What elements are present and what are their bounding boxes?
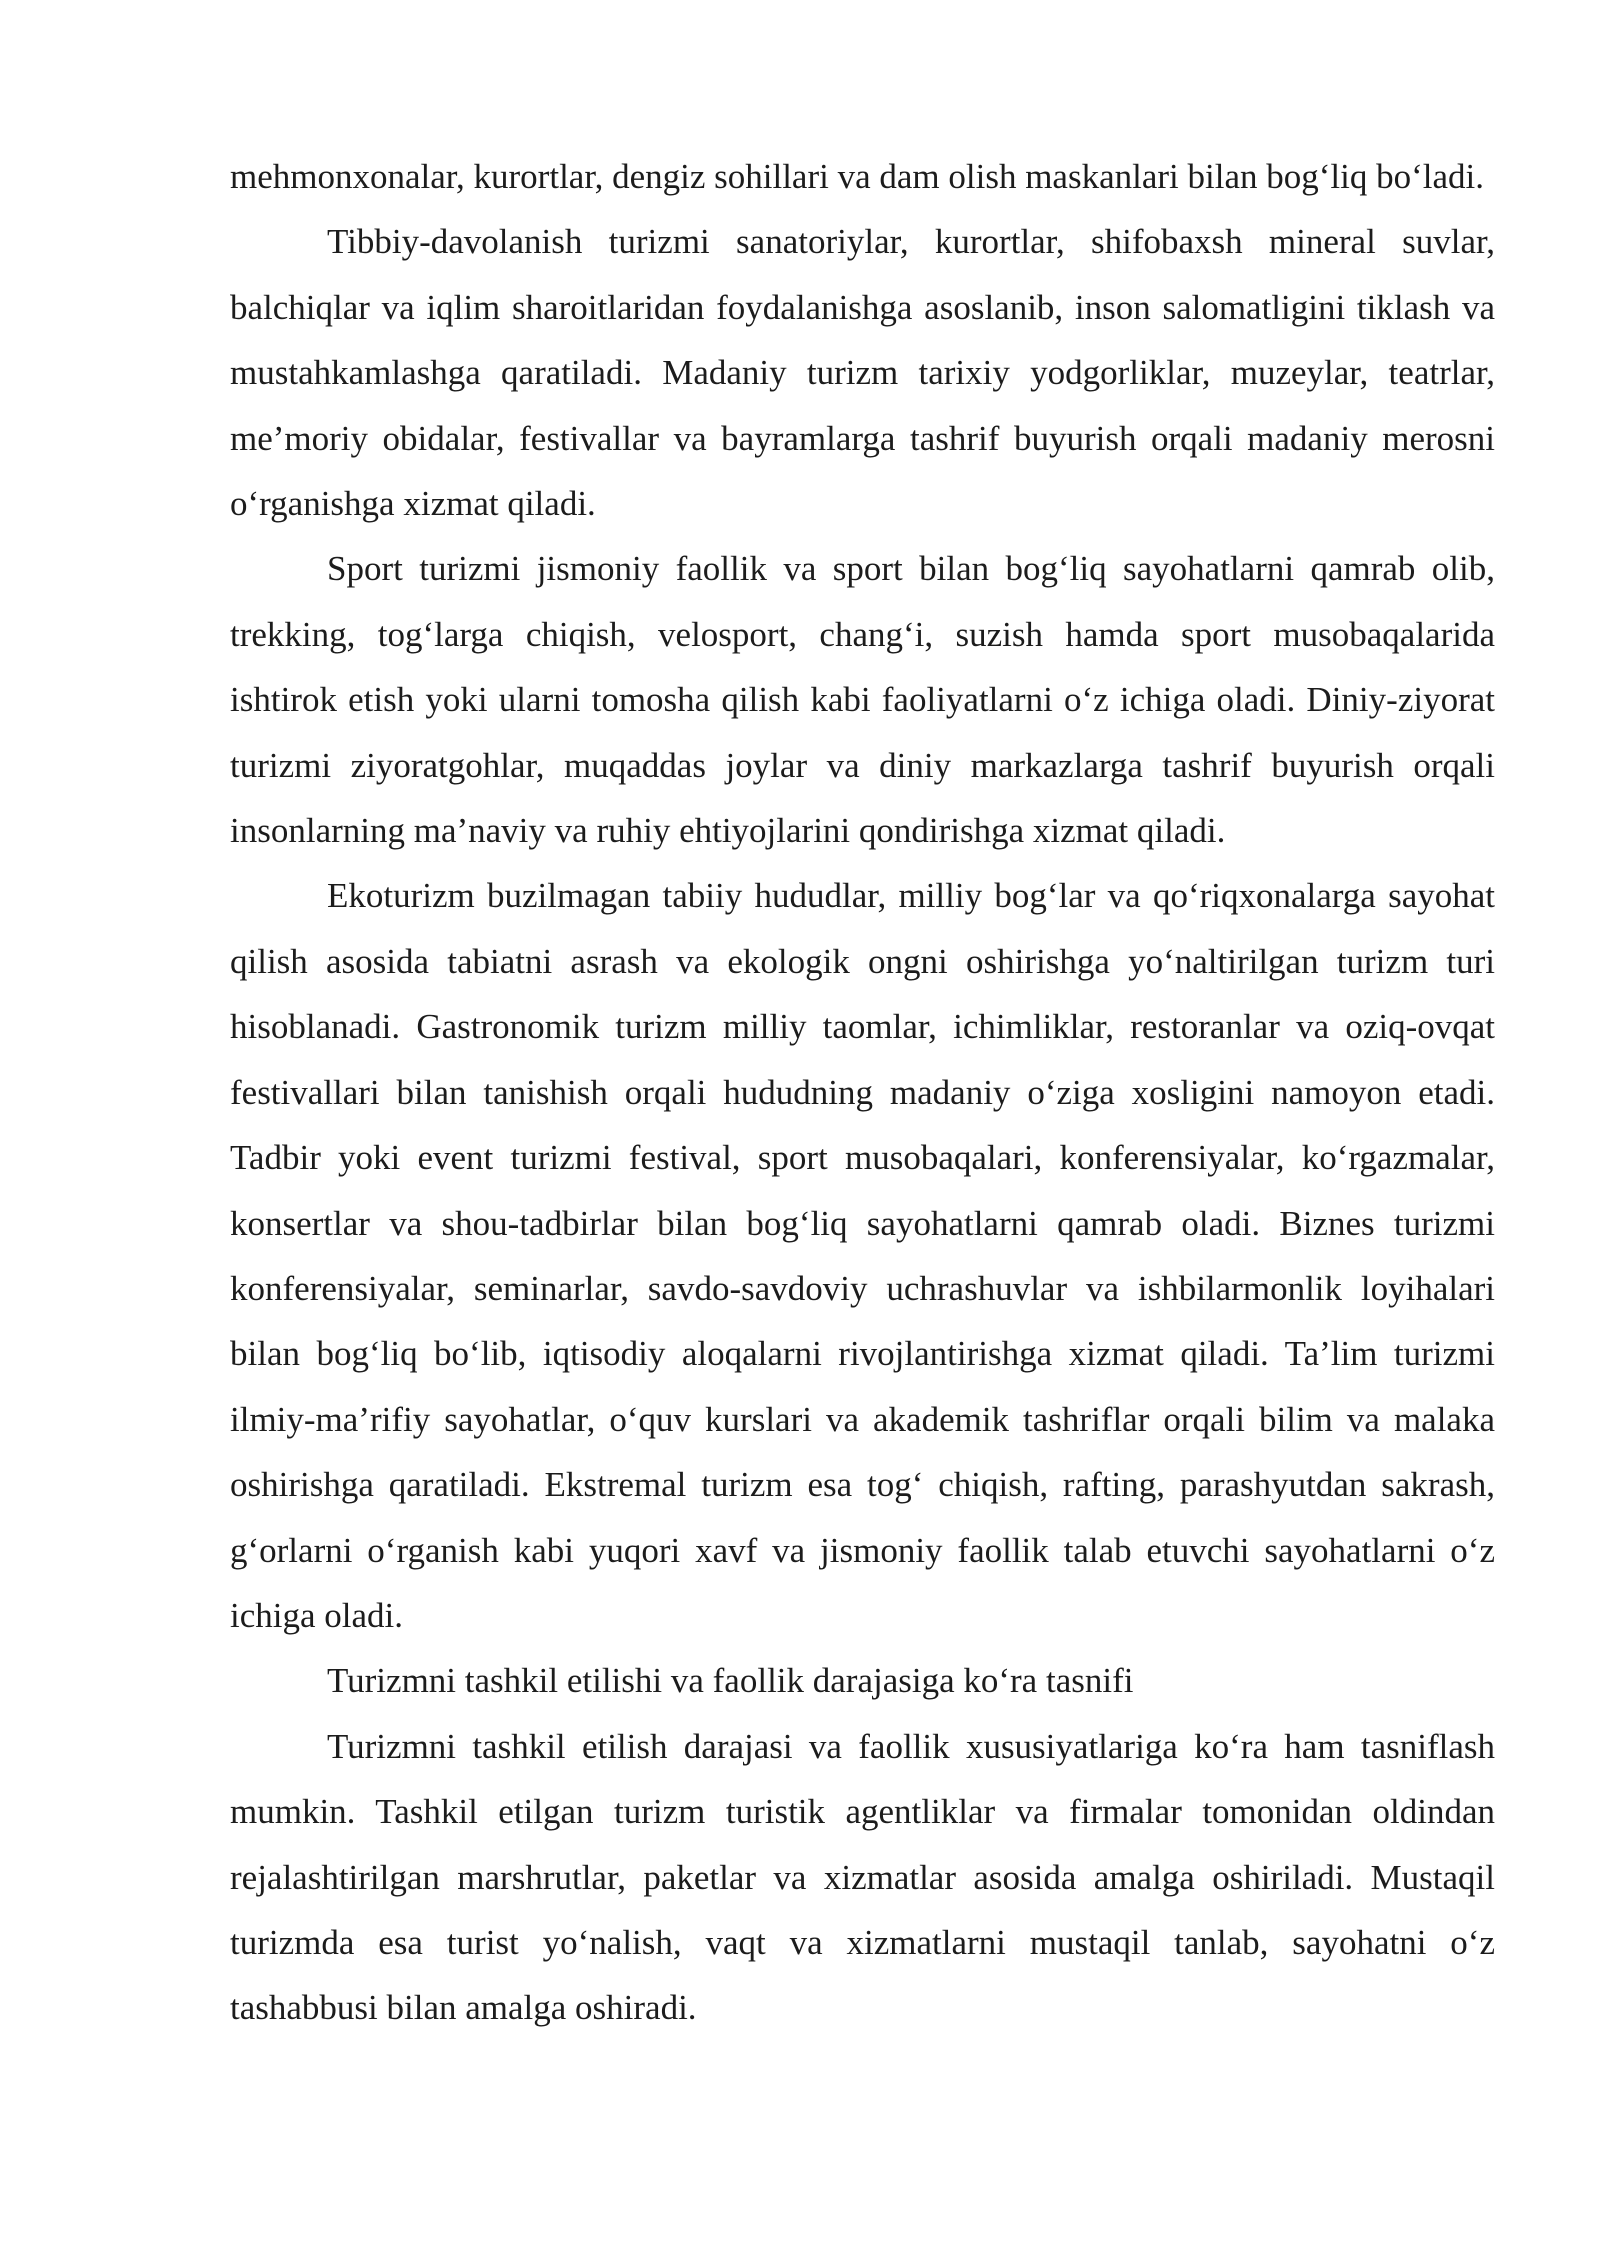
paragraph-organized-independent-tourism: Turizmni tashkil etilish darajasi va faollik xususiyatlariga ko‘ra ham tasniflash mumkin. Tashkil etilgan turizm turistik agentliklar va firmalar tomonidan oldindan rejalashtirilgan marshrutlar, paketlar va xizmatlar asosida amalga oshiriladi. Mustaqil turizmda esa turist yo‘nalish, vaqt va xizmatlarni mustaqil tanlab, sayohatni o‘z tashabbusi bilan amalga oshiradi.	[230, 1726, 1495, 2028]
body-text	[230, 144, 1495, 2041]
paragraph-medical-cultural-tourism: Tibbiy-davolanish turizmi sanatoriylar, kurortlar, shifobaxsh mineral suvlar, balchiqlar va iqlim sharoitlaridan foydalanishga asoslanib, inson salomatligini tiklash va mustahkamlashga qaratiladi. Madaniy turizm tarixiy yodgorliklar, muzeylar, teatrlar, me’moriy obidalar, festivallar va bayramlarga tashrif buyurish orqali madaniy merosni o‘rganishga xizmat qiladi.	[230, 222, 1495, 524]
paragraph-sport-religious-tourism: Sport turizmi jismoniy faollik va sport bilan bog‘liq sayohatlarni qamrab olib, trekking, tog‘larga chiqish, velosport, chang‘i, suzish hamda sport musobaqalarida ishtirok etish yoki ularni tomosha qilish kabi faoliyatlarni o‘z ichiga oladi. Diniy-ziyorat turizmi ziyoratgohlar, muqaddas joylar va diniy markazlarga tashrif buyurish orqali insonlarning ma’naviy va ruhiy ehtiyojlarini qondirishga xizmat qiladi.	[230, 549, 1495, 851]
paragraph-continuation: mehmonxonalar, kurortlar, dengiz sohillari va dam olish maskanlari bilan bog‘liq bo‘ladi.	[230, 157, 1484, 196]
paragraph-eco-gastro-event-tourism: Ekoturizm buzilmagan tabiiy hududlar, milliy bog‘lar va qo‘riqxonalarga sayohat qilish asosida tabiatni asrash va ekologik ongni oshirishga yo‘naltirilgan turizm turi hisoblanadi. Gastronomik turizm milliy taomlar, ichimliklar, restoranlar va oziq-ovqat festivallari bilan tanishish orqali hududning madaniy o‘ziga xosligini namoyon etadi. Tadbir yoki event turizmi festival, sport musobaqalari, konferensiyalar, ko‘rgazmalar, konsertlar va shou-tadbirlar bilan bog‘liq sayohatlarni qamrab oladi. Biznes turizmi konferensiyalar, seminarlar, savdo-savdoviy uchrashuvlar va ishbilarmonlik loyihalari bilan bog‘liq bo‘lib, iqtisodiy aloqalarni rivojlantirishga xizmat qiladi. Ta’lim turizmi ilmiy-ma’rifiy sayohatlar, o‘quv kurslari va akademik tashriflar orqali bilim va malaka oshirishga qaratiladi. Ekstremal turizm esa tog‘ chiqish, rafting, parashyutdan sakrash, g‘orlarni o‘rganish kabi yuqori xavf va jismoniy faollik talab etuvchi sayohatlarni o‘z ichiga oladi.	[230, 876, 1495, 1635]
section-heading: Turizmni tashkil etilishi va faollik darajasiga ko‘ra tasnifi	[327, 1661, 1134, 1701]
